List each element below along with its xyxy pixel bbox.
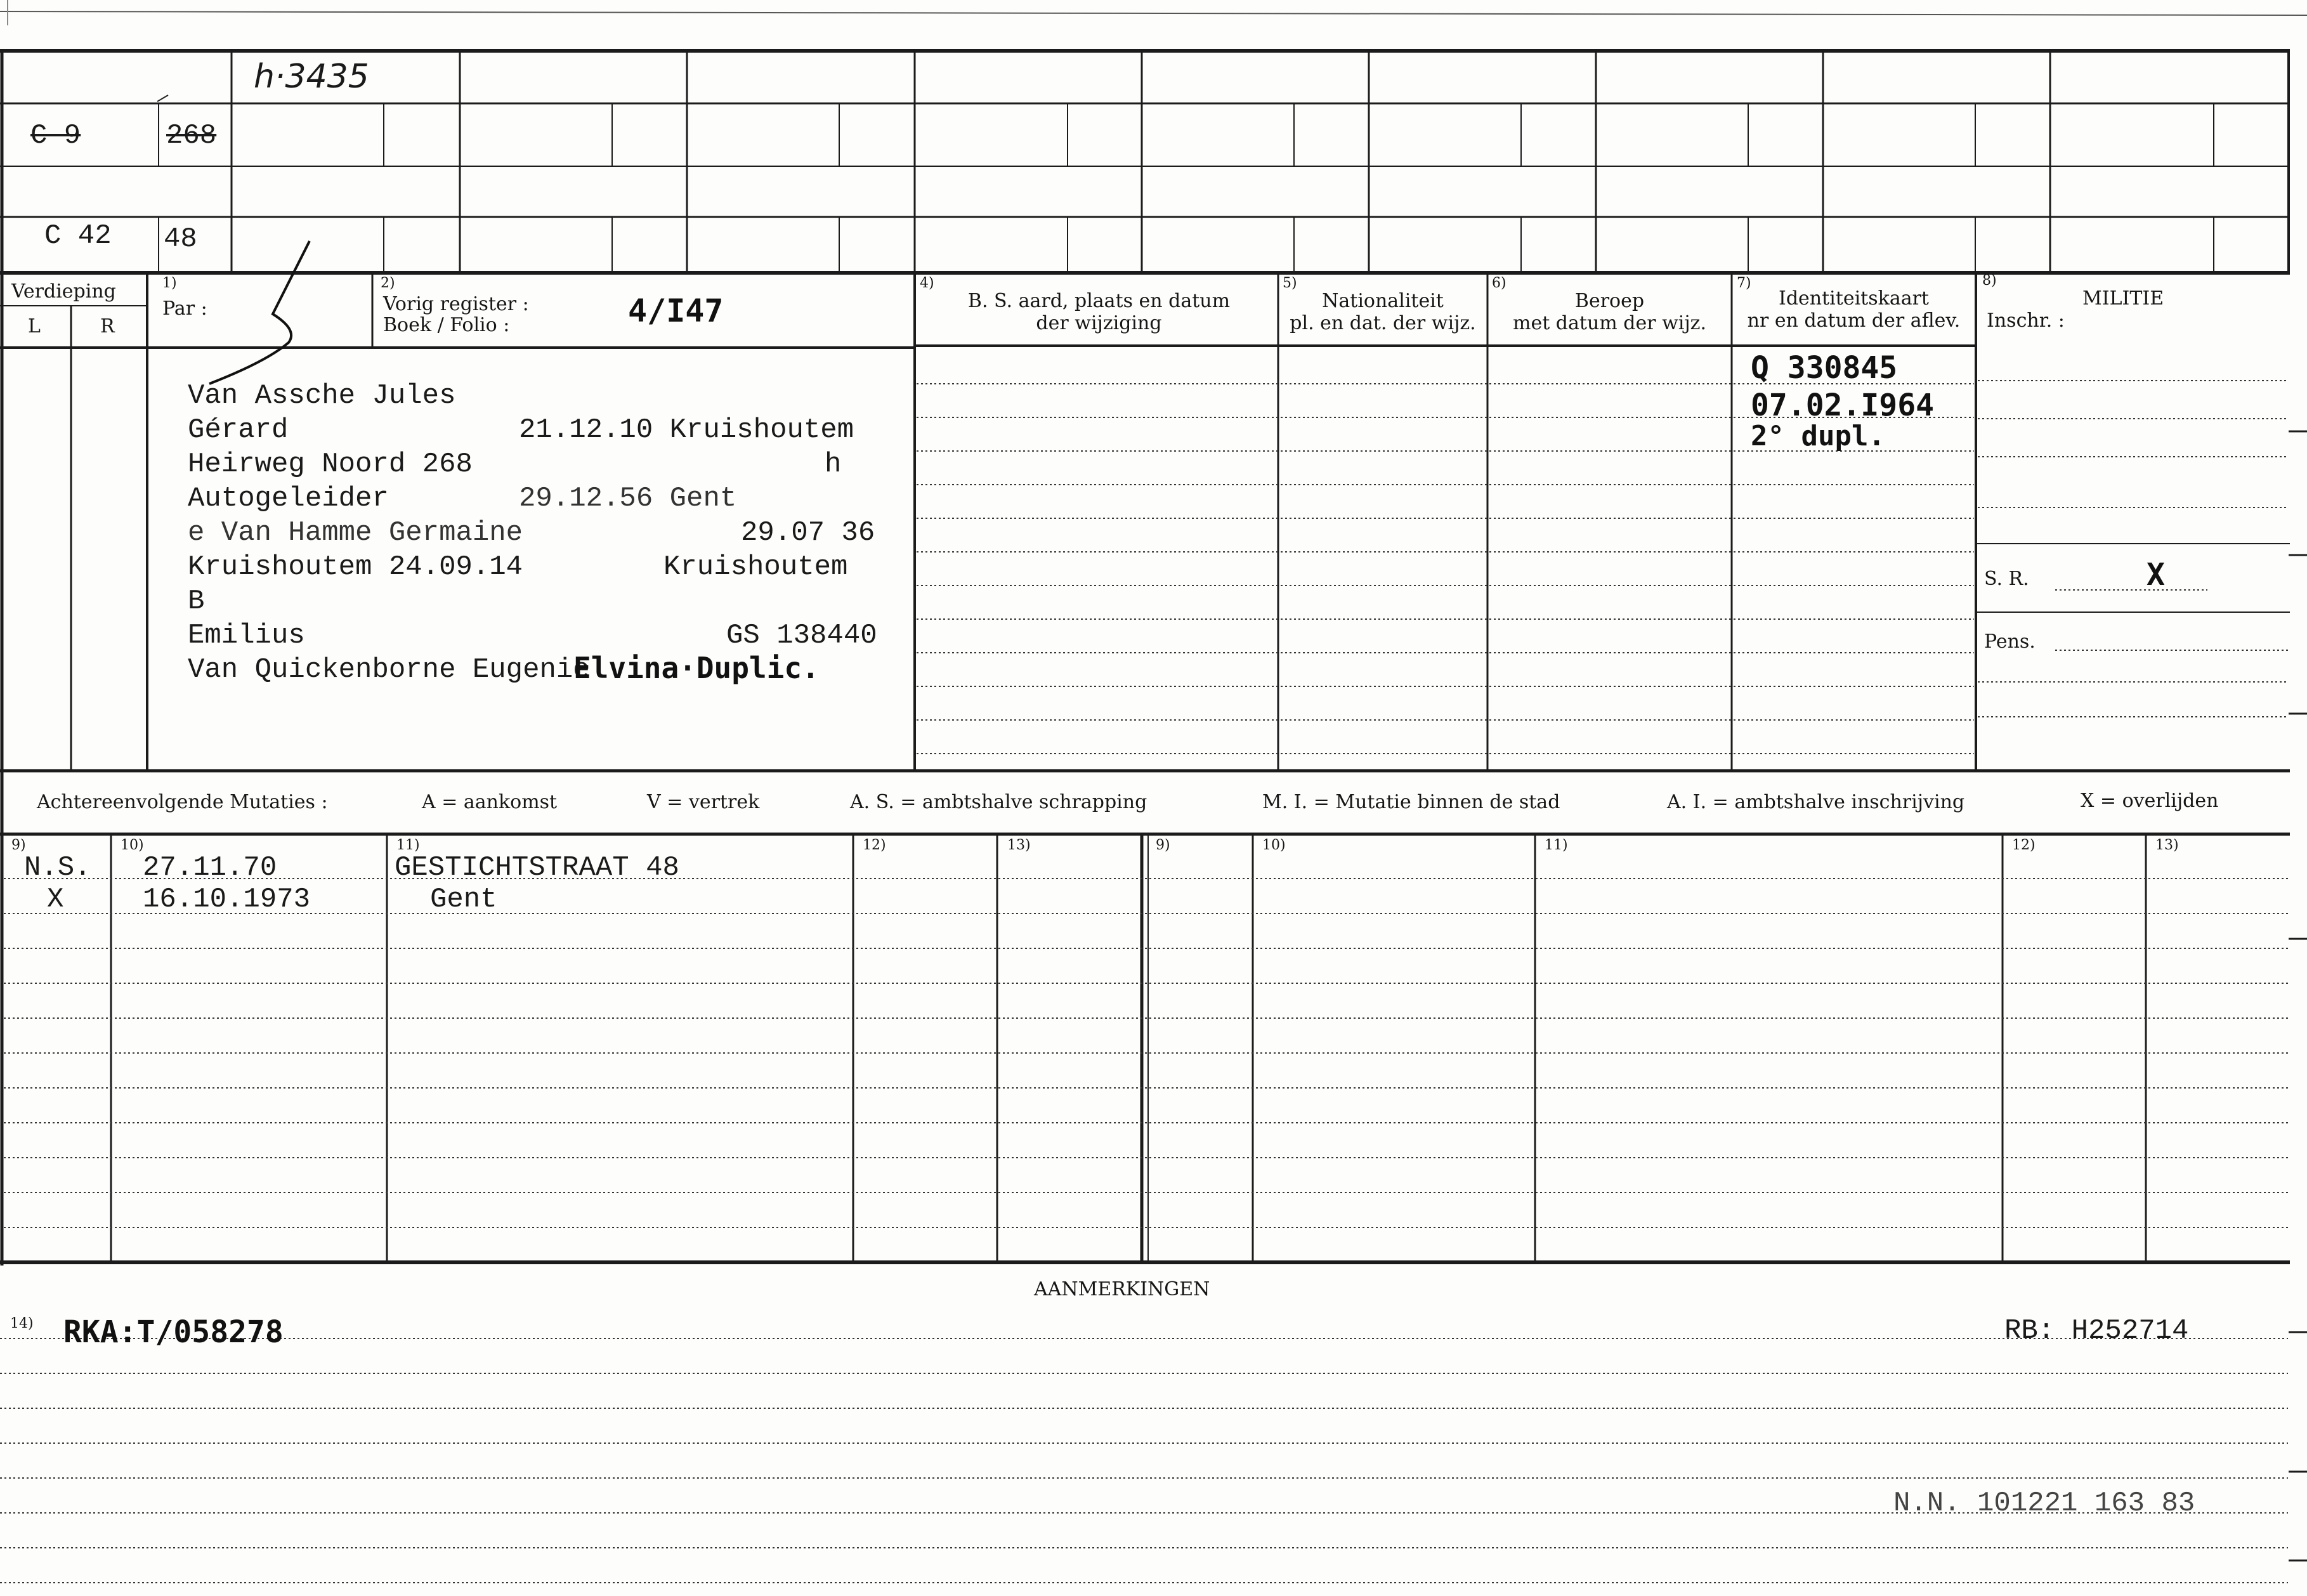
identity-card-date: 07.02.I964 xyxy=(1751,388,1934,423)
old-number: 268 xyxy=(166,120,217,152)
col7-number: 7) xyxy=(1737,275,1751,291)
mut-col-num: 11) xyxy=(396,837,420,853)
mut-col-num: 13) xyxy=(2155,837,2179,853)
col4-number: 4) xyxy=(920,275,934,291)
mutation-address: GESTICHTSTRAAT 48 xyxy=(395,852,679,884)
verdieping-r: R xyxy=(100,315,115,337)
number: 48 xyxy=(164,223,197,255)
mut-col-num: 9) xyxy=(1156,837,1170,853)
remarks-rka: RKA:T/058278 xyxy=(63,1314,284,1350)
legend-vertrek: V = vertrek xyxy=(647,791,760,813)
col7-label-1: Identiteitskaart xyxy=(1779,287,1929,310)
col5-number: 5) xyxy=(1283,275,1297,291)
person-birth: 21.12.10 Kruishoutem xyxy=(519,414,854,446)
pen-stroke-mark xyxy=(209,241,310,384)
remarks-number: 14) xyxy=(10,1316,34,1331)
identity-card-number: Q 330845 xyxy=(1751,350,1898,386)
remarks-national-number: N.N. 101221 163 83 xyxy=(1893,1488,2195,1519)
old-code: C 9 xyxy=(30,120,81,152)
col2-number: 2) xyxy=(381,275,395,291)
person-address: Heirweg Noord 268 xyxy=(188,448,473,480)
col7-label-2: nr en datum der aflev. xyxy=(1747,310,1961,332)
person-occupation: Autogeleider xyxy=(188,483,389,514)
militie-sr-value: X xyxy=(2147,557,2165,592)
legend-ambtshalve-inschrijving: A. I. = ambtshalve inschrijving xyxy=(1667,791,1965,813)
col5-label-2: pl. en dat. der wijz. xyxy=(1290,312,1476,334)
mut-col-num: 10) xyxy=(121,837,144,853)
col5-label-1: Nationaliteit xyxy=(1322,290,1444,312)
col8-number: 8) xyxy=(1982,273,1997,289)
person-name: Van Assche Jules xyxy=(188,380,456,412)
person-address-mark: h xyxy=(825,448,842,480)
militie-inschr-label: Inschr. : xyxy=(1987,310,2065,332)
legend-overlijden: X = overlijden xyxy=(2081,790,2219,812)
verdieping-label: Verdieping xyxy=(11,280,116,303)
legend-title: Achtereenvolgende Mutaties : xyxy=(37,791,328,813)
col6-label-2: met datum der wijz. xyxy=(1513,312,1706,334)
person-spouse-birth: Kruishoutem 24.09.14 xyxy=(188,551,523,583)
remarks-title: AANMERKINGEN xyxy=(1034,1278,1210,1300)
col4-label-1: B. S. aard, plaats en datum xyxy=(967,290,1231,312)
code: C 42 xyxy=(44,220,112,252)
mut-col-num: 13) xyxy=(1007,837,1031,853)
col6-label-1: Beroep xyxy=(1574,290,1645,312)
person-occupation-date: 29.12.56 Gent xyxy=(519,483,737,514)
mutation-code: X xyxy=(47,884,64,915)
legend-aankomst: A = aankomst xyxy=(422,791,558,813)
militie-label: MILITIE xyxy=(2082,287,2164,310)
legend-ambtshalve-schrapping: A. S. = ambtshalve schrapping xyxy=(850,791,1147,813)
remarks-rb: RB: H252714 xyxy=(2004,1315,2189,1347)
col2-label-1: Vorig register : xyxy=(383,293,529,315)
militie-pens-label: Pens. xyxy=(1984,631,2036,653)
mut-col-num: 12) xyxy=(863,837,886,853)
person-gs-number: GS 138440 xyxy=(726,620,877,651)
mut-col-num: 10) xyxy=(1262,837,1286,853)
person-father: Emilius xyxy=(188,620,305,651)
person-marriage-date: 29.07 36 xyxy=(741,517,875,549)
mut-col-num: 12) xyxy=(2012,837,2036,853)
person-line-b: B xyxy=(188,585,205,617)
previous-register-value: 4/I47 xyxy=(628,292,724,329)
person-given-name: Gérard xyxy=(188,414,289,446)
handwritten-number: h·3435 xyxy=(254,58,369,96)
person-mother: Van Quickenborne Eugenie xyxy=(188,654,590,686)
mutation-date: 16.10.1973 xyxy=(143,884,311,915)
col2-label-2: Boek / Folio : xyxy=(383,314,510,336)
mutation-code: N.S. xyxy=(24,852,91,884)
mutation-date: 27.11.70 xyxy=(143,852,277,884)
col1-number: 1) xyxy=(162,275,177,291)
militie-sr-label: S. R. xyxy=(1984,568,2029,590)
mut-col-num: 11) xyxy=(1545,837,1568,853)
col1-label: Par : xyxy=(162,298,207,320)
legend-mutatie-stad: M. I. = Mutatie binnen de stad xyxy=(1262,791,1560,813)
identity-card-duplicate: 2° dupl. xyxy=(1751,420,1885,452)
col6-number: 6) xyxy=(1492,275,1506,291)
mut-col-num: 9) xyxy=(11,837,26,853)
mutation-address: Gent xyxy=(430,884,497,915)
col4-label-2: der wijziging xyxy=(1036,312,1162,334)
person-spouse: e Van Hamme Germaine xyxy=(188,517,523,549)
person-marriage-place: Kruishoutem xyxy=(663,551,848,583)
verdieping-l: L xyxy=(28,315,41,337)
person-mother-extra: Elvina·Duplic. xyxy=(573,651,820,685)
